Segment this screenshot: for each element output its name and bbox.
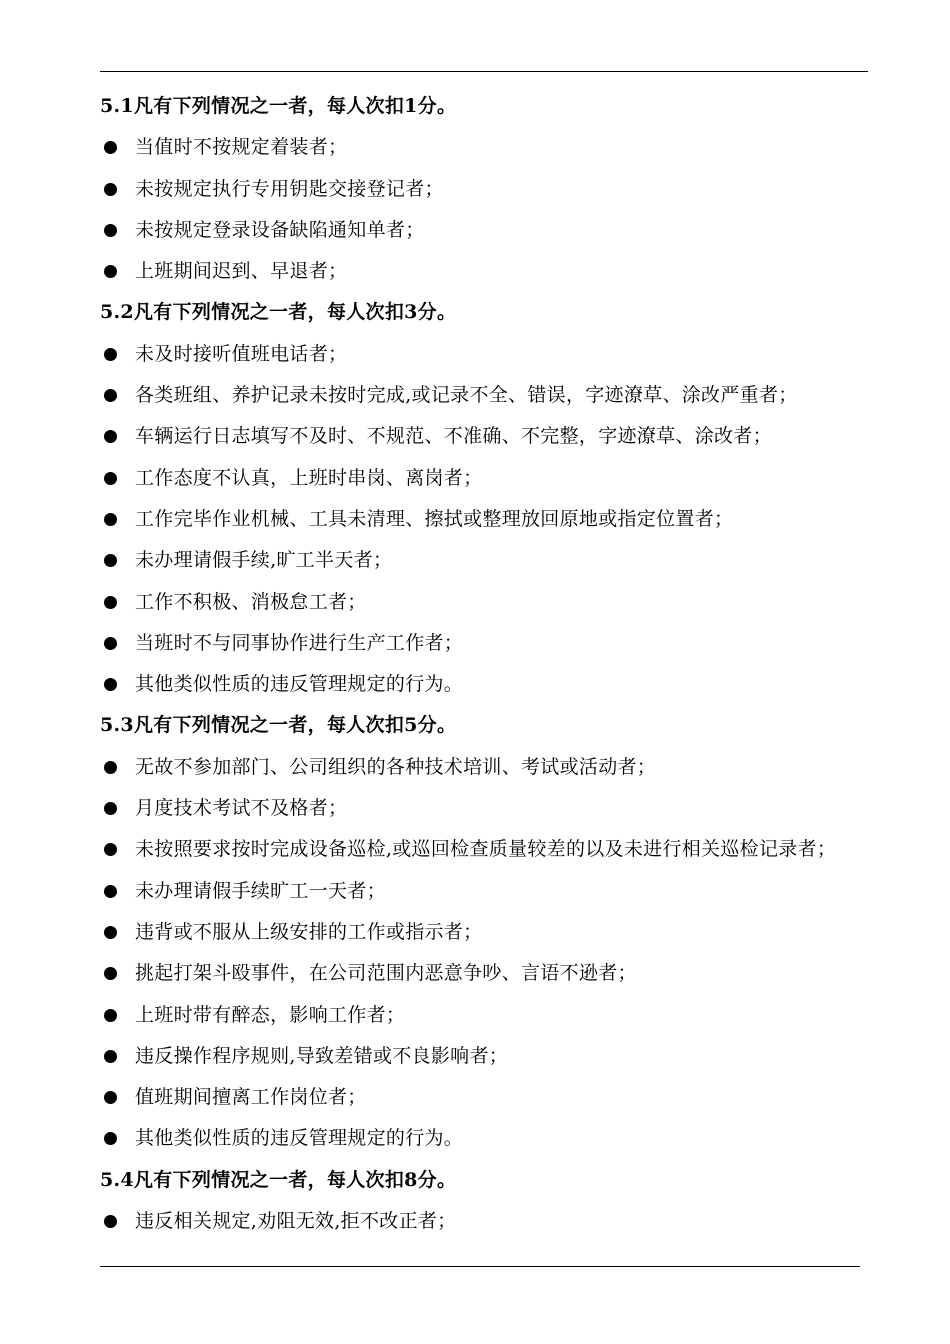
list-item-text: 工作态度不认真，上班时串岗、离岗者； (135, 466, 483, 489)
list-item (100, 375, 870, 416)
list-item-text: 未办理请假手续,旷工半天者； (135, 549, 393, 572)
section-heading: 5.2凡有下列情况之一者，每人次扣3分。 (100, 301, 457, 324)
list-item (100, 1036, 870, 1077)
header-rule (100, 71, 868, 72)
list-item-text: 月度技术考试不及格者； (135, 797, 348, 820)
list-item-text: 未按规定执行专用钥匙交接登记者； (135, 177, 444, 200)
list-item-text: 挑起打架斗殴事件，在公司范围内恶意争吵、言语不逊者； (135, 962, 637, 985)
list-item-text: 值班期间擅离工作岗位者； (135, 1086, 367, 1109)
bullet-dot-icon (104, 1091, 117, 1104)
list-item (100, 582, 870, 623)
bullet-dot-icon (104, 596, 117, 609)
list-item-text: 未办理请假手续旷工一天者； (135, 879, 386, 902)
list-item (100, 127, 870, 168)
bullet-dot-icon (104, 843, 117, 856)
bullet-dot-icon (104, 513, 117, 526)
bullet-dot-icon (104, 389, 117, 402)
bullet-dot-icon (104, 637, 117, 650)
document-body (100, 86, 870, 1242)
list-item (100, 251, 870, 292)
section-heading: 5.1凡有下列情况之一者，每人次扣1分。 (100, 95, 457, 117)
list-item-text: 工作完毕作业机械、工具未清理、擦拭或整理放回原地或指定位置者； (135, 507, 734, 530)
list-item (100, 1118, 870, 1159)
bullet-dot-icon (104, 472, 117, 485)
list-item (100, 416, 870, 457)
list-item (100, 912, 870, 953)
bullet-dot-icon (104, 967, 117, 980)
list-item-text: 当值时不按规定着装者； (135, 136, 348, 159)
list-item-text: 上班期间迟到、早退者； (135, 260, 348, 283)
list-item-text: 各类班组、养护记录未按时完成,或记录不全、错误，字迹潦草、涂改严重者； (135, 384, 798, 407)
bullet-dot-icon (104, 678, 117, 691)
list-item-text: 其他类似性质的违反管理规定的行为。 (135, 673, 464, 696)
list-item (100, 1077, 870, 1118)
list-item (100, 499, 870, 540)
list-item-text: 工作不积极、消极怠工者； (135, 590, 367, 613)
bullet-dot-icon (104, 1009, 117, 1022)
list-item-text: 违反操作程序规则,导致差错或不良影响者； (135, 1044, 509, 1067)
bullet-dot-icon (104, 926, 117, 939)
list-item (100, 458, 870, 499)
list-item (100, 953, 870, 994)
list-item-text: 车辆运行日志填写不及时、不规范、不准确、不完整，字迹潦草、涂改者； (135, 425, 772, 448)
bullet-dot-icon (104, 802, 117, 815)
bullet-dot-icon (104, 348, 117, 361)
section-heading: 5.3凡有下列情况之一者，每人次扣5分。 (100, 714, 457, 737)
list-item (100, 540, 870, 581)
list-item (100, 995, 870, 1036)
bullet-dot-icon (104, 141, 117, 154)
list-item (100, 829, 870, 870)
list-item-text: 违反相关规定,劝阻无效,拒不改正者； (135, 1210, 457, 1233)
list-item-text: 无故不参加部门、公司组织的各种技术培训、考试或活动者； (135, 755, 657, 778)
bullet-dot-icon (104, 761, 117, 774)
list-item (100, 169, 870, 210)
bullet-dot-icon (104, 1215, 117, 1228)
list-item-text: 当班时不与同事协作进行生产工作者； (135, 631, 464, 654)
list-item (100, 871, 870, 912)
list-item-text: 违背或不服从上级安排的工作或指示者； (135, 920, 483, 943)
section-heading: 5.4凡有下列情况之一者，每人次扣8分。 (100, 1168, 457, 1191)
list-item-text: 未及时接听值班电话者； (135, 342, 348, 365)
list-item-text: 其他类似性质的违反管理规定的行为。 (135, 1127, 464, 1150)
bullet-dot-icon (104, 265, 117, 278)
footer-rule (100, 1266, 860, 1267)
list-item (100, 623, 870, 664)
bullet-dot-icon (104, 885, 117, 898)
list-item (100, 788, 870, 829)
list-item (100, 1201, 870, 1242)
list-item (100, 747, 870, 788)
bullet-dot-icon (104, 430, 117, 443)
bullet-dot-icon (104, 554, 117, 567)
list-item-text: 上班时带有醉态，影响工作者； (135, 1003, 406, 1026)
list-item (100, 210, 870, 251)
bullet-dot-icon (104, 224, 117, 237)
list-item-text: 未按规定登录设备缺陷通知单者； (135, 218, 425, 241)
list-item (100, 334, 870, 375)
bullet-dot-icon (104, 1050, 117, 1063)
bullet-dot-icon (104, 1132, 117, 1145)
list-item (100, 664, 870, 705)
bullet-dot-icon (104, 183, 117, 196)
list-item-text: 未按照要求按时完成设备巡检,或巡回检查质量较差的以及未进行相关巡检记录者； (135, 838, 837, 861)
